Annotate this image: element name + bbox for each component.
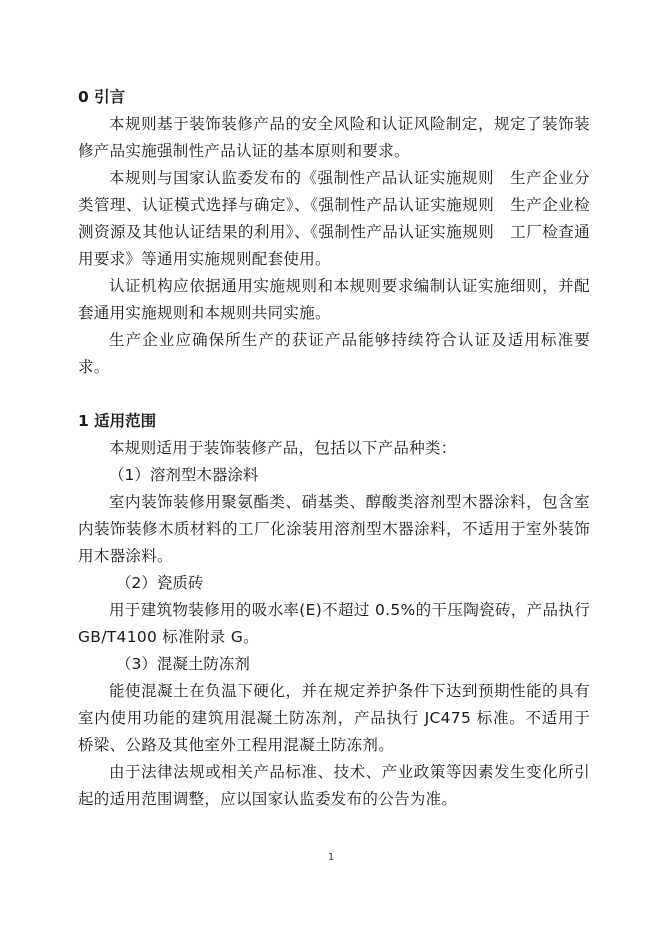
item-title-antifreeze: （3）混凝土防冻剂 [116,655,250,673]
intro-paragraph-1: 本规则基于装饰装修产品的安全风险和认证风险制定，规定了装饰装修产品实施强制性产品认证的基本原则和要求。 [78,115,590,160]
spacer [78,381,590,408]
item-title-solvent-coating: （1）溶剂型木器涂料 [109,466,259,484]
document-page [78,84,590,813]
intro-paragraph-4: 生产企业应确保所生产的获证产品能够持续符合认证及适用标准要求。 [78,331,590,376]
intro-paragraph-3: 认证机构应依据通用实施规则和本规则要求编制认证实施细则，并配套通用实施规则和本规则共同实施。 [78,277,590,322]
item-text-solvent-coating: 室内装饰装修用聚氨酯类、硝基类、醇酸类溶剂型木器涂料，包含室内装饰装修木质材料的工厂化涂装用溶剂型木器涂料，不适用于室外装饰用木器涂料。 [78,493,590,565]
page-number: 1 [327,852,335,863]
item-title-porcelain-tile: （2）瓷质砖 [116,574,204,592]
scope-intro: 本规则适用于装饰装修产品，包括以下产品种类： [109,439,457,457]
scope-closing: 由于法律法规或相关产品标准、技术、产业政策等因素发生变化所引起的适用范围调整，应以国家认监委发布的公告为准。 [78,763,590,808]
section-heading-introduction: 0 引言 [78,88,126,106]
item-text-porcelain-tile: 用于建筑物装修用的吸水率(E)不超过 0.5%的干压陶瓷砖，产品执行GB/T4100 标准附录 G。 [78,601,590,646]
intro-paragraph-2: 本规则与国家认监委发布的《强制性产品认证实施规则 生产企业分类管理、认证模式选择与确定》、《强制性产品认证实施规则 生产企业检测资源及其他认证结果的利用》、《强制性产品认证实施规则 工厂检查通用要求》等通用实施规则配套使用。 [78,169,590,268]
item-text-antifreeze: 能使混凝土在负温下硬化，并在规定养护条件下达到预期性能的具有室内使用功能的建筑用混凝土防冻剂，产品执行 JC475 标准。不适用于桥梁、公路及其他室外工程用混凝土防冻剂。 [78,682,590,754]
section-heading-scope: 1 适用范围 [78,412,157,430]
